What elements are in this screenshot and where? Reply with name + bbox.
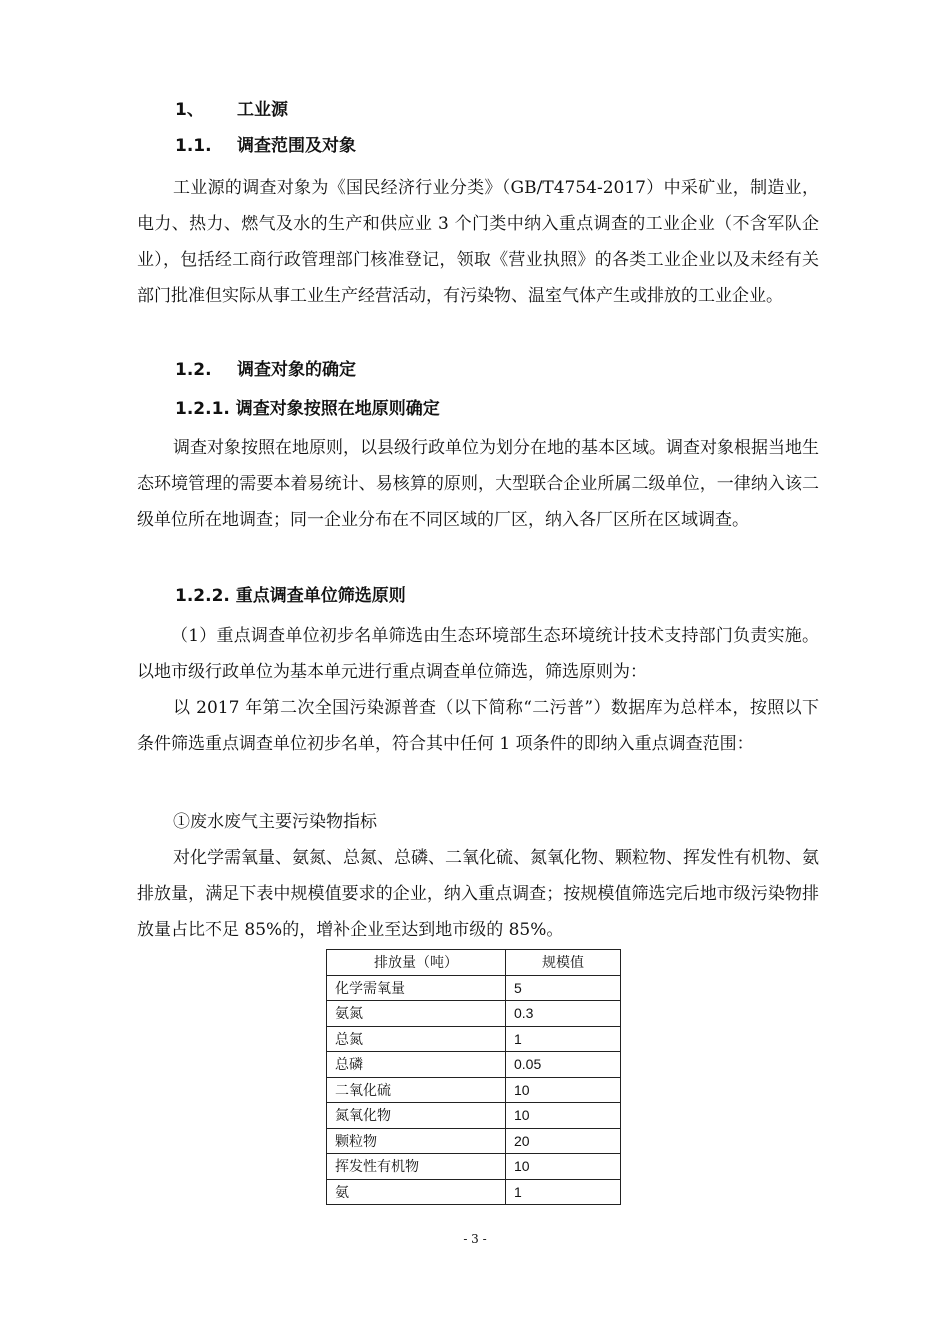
table-header-emission: 排放量（吨） bbox=[327, 950, 506, 976]
table-row bbox=[327, 1179, 621, 1205]
heading-1-1-text: 调查范围及对象 bbox=[237, 136, 356, 156]
pollutant-cell: 氨 bbox=[327, 1179, 506, 1205]
pollutant-cell: 氨氮 bbox=[327, 1001, 506, 1027]
threshold-cell: 1 bbox=[506, 1179, 621, 1205]
heading-1-2 bbox=[175, 358, 356, 382]
page-number: - 3 - bbox=[463, 1232, 487, 1246]
paragraph-sample: 以 2017 年第二次全国污染源普查（以下简称“二污普”）数据库为总样本，按照以下条件筛选重点调查单位初步名单，符合其中任何 1 项条件的即纳入重点调查范围： bbox=[137, 698, 819, 754]
table-row bbox=[327, 1154, 621, 1180]
heading-1-text: 工业源 bbox=[237, 100, 288, 120]
paragraph-indicator: ①废水废气主要污染物指标 bbox=[173, 812, 377, 832]
table-row bbox=[327, 1128, 621, 1154]
pollutant-cell: 总磷 bbox=[327, 1052, 506, 1078]
threshold-cell: 0.05 bbox=[506, 1052, 621, 1078]
pollutant-cell: 化学需氧量 bbox=[327, 975, 506, 1001]
pollutant-cell: 总氮 bbox=[327, 1026, 506, 1052]
pollutant-cell: 挥发性有机物 bbox=[327, 1154, 506, 1180]
heading-1-2-1: 1.2.1. 调查对象按照在地原则确定 bbox=[175, 399, 440, 419]
table-row bbox=[327, 1001, 621, 1027]
heading-1-2-text: 调查对象的确定 bbox=[237, 360, 356, 380]
paragraph-screening: （1）重点调查单位初步名单筛选由生态环境部生态环境统计技术支持部门负责实施。以地市级行政单位为基本单元进行重点调查单位筛选，筛选原则为： bbox=[137, 626, 819, 682]
threshold-cell: 10 bbox=[506, 1077, 621, 1103]
threshold-table bbox=[326, 949, 621, 1205]
table-row bbox=[327, 1103, 621, 1129]
heading-1-number: 1、 bbox=[175, 100, 204, 120]
table-row bbox=[327, 975, 621, 1001]
paragraph-locality: 调查对象按照在地原则，以县级行政单位为划分在地的基本区域。调查对象根据当地生态环境管理的需要本着易统计、易核算的原则，大型联合企业所属二级单位，一律纳入该二级单位所在地调查；同一企业分布在不同区域的厂区，纳入各厂区所在区域调查。 bbox=[137, 438, 819, 530]
table-header-row bbox=[327, 950, 621, 976]
pollutant-cell: 二氧化硫 bbox=[327, 1077, 506, 1103]
table-row bbox=[327, 1052, 621, 1078]
table-row bbox=[327, 1077, 621, 1103]
pollutant-cell: 颗粒物 bbox=[327, 1128, 506, 1154]
threshold-cell: 5 bbox=[506, 975, 621, 1001]
threshold-cell: 10 bbox=[506, 1103, 621, 1129]
heading-1-2-2: 1.2.2. 重点调查单位筛选原则 bbox=[175, 586, 406, 606]
table-row bbox=[327, 1026, 621, 1052]
heading-1 bbox=[175, 98, 288, 122]
threshold-cell: 10 bbox=[506, 1154, 621, 1180]
threshold-cell: 1 bbox=[506, 1026, 621, 1052]
threshold-cell: 20 bbox=[506, 1128, 621, 1154]
table-header-threshold: 规模值 bbox=[506, 950, 621, 976]
heading-1-1-number: 1.1. bbox=[175, 136, 212, 156]
pollutant-cell: 氮氧化物 bbox=[327, 1103, 506, 1129]
heading-1-1 bbox=[175, 134, 356, 158]
heading-1-2-number: 1.2. bbox=[175, 360, 212, 380]
paragraph-criteria: 对化学需氧量、氨氮、总氮、总磷、二氧化硫、氮氧化物、颗粒物、挥发性有机物、氨排放量，满足下表中规模值要求的企业，纳入重点调查；按规模值筛选完后地市级污染物排放量占比不足 85%的，增补企业至达到地市级的 85%。 bbox=[137, 848, 819, 940]
threshold-cell: 0.3 bbox=[506, 1001, 621, 1027]
paragraph-scope: 工业源的调查对象为《国民经济行业分类》（GB/T4754-2017）中采矿业，制造业，电力、热力、燃气及水的生产和供应业 3 个门类中纳入重点调查的工业企业（不含军队企业），包括经工商行政管理部门核准登记，领取《营业执照》的各类工业企业以及未经有关部门批准但实际从事工业生产经营活动，有污染物、温室气体产生或排放的工业企业。 bbox=[137, 178, 819, 306]
